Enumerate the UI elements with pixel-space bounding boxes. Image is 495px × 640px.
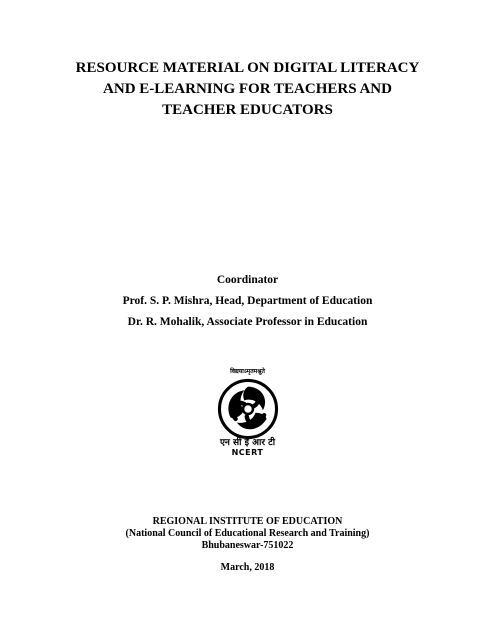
ncert-emblem-icon: [217, 378, 279, 440]
logo-hindi-name: एन सी ई आर टी: [219, 438, 276, 448]
coordinator-person-1: Prof. S. P. Mishra, Head, Department of Education: [122, 295, 373, 307]
institute-parent: (National Council of Educational Research and Training): [125, 528, 370, 539]
publication-date: March, 2018: [220, 562, 275, 573]
institute-block: [0, 516, 495, 552]
coordinator-heading: Coordinator: [216, 274, 279, 286]
coordinator-block: [0, 270, 495, 333]
coordinator-person-2: Dr. R. Mohalik, Associate Professor in Education: [127, 316, 368, 328]
ncert-logo: [0, 368, 495, 458]
logo-motto: विद्ययाऽमृतमश्नुते: [230, 368, 265, 375]
document-title: [0, 58, 495, 121]
title-line-3: TEACHER EDUCATORS: [162, 102, 333, 118]
institute-name: REGIONAL INSTITUTE OF EDUCATION: [152, 516, 343, 527]
title-line-2: AND E-LEARNING FOR TEACHERS AND: [103, 81, 392, 97]
title-line-1: RESOURCE MATERIAL ON DIGITAL LITERACY: [75, 60, 420, 76]
logo-english-name: NCERT: [231, 448, 264, 457]
institute-location: Bhubaneswar-751022: [201, 540, 294, 551]
